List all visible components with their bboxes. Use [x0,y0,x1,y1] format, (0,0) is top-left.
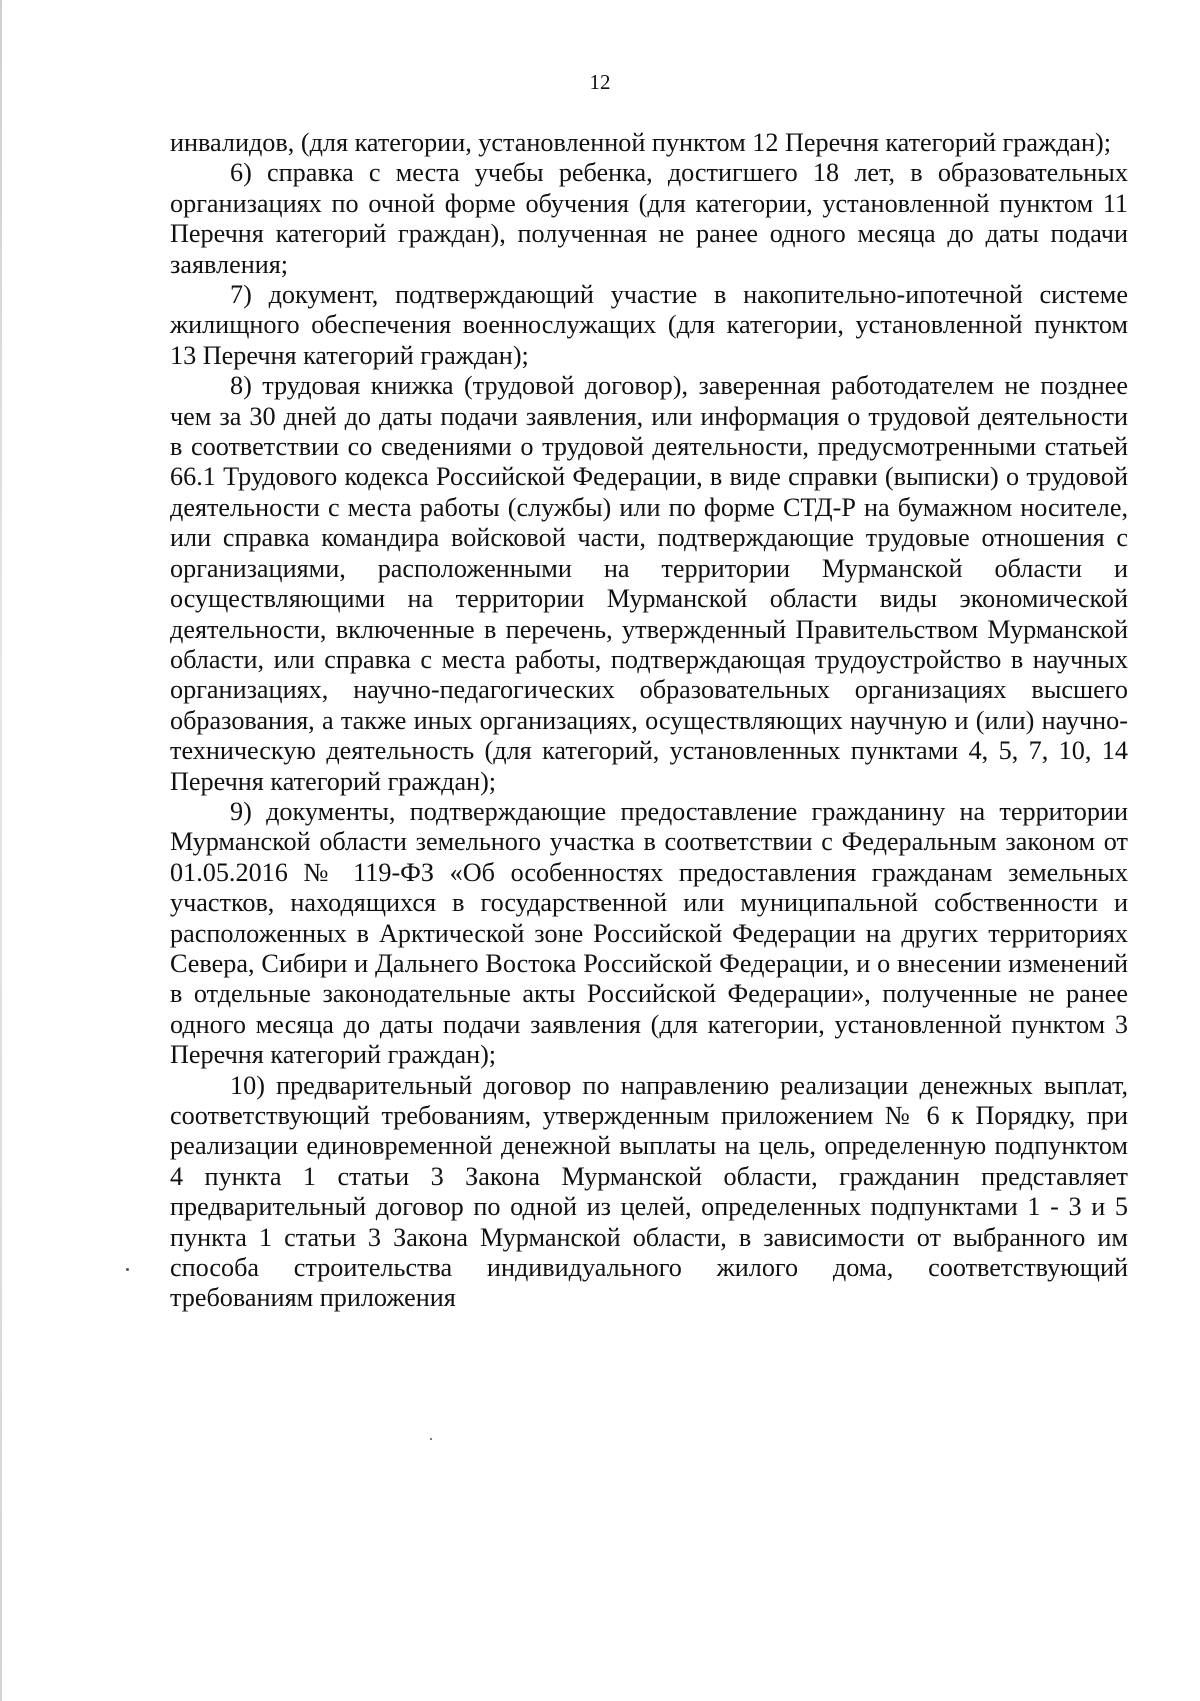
scan-edge [0,0,2,1701]
paragraph-item-7: 7) документ, подтверждающий участие в накопительно-ипотечной системе жилищного обеспечения военнослужащих (для категории, установленной пунктом 13 Перечня категорий граждан); [170,280,1128,370]
document-body [170,128,1128,1314]
paragraph-continuation: инвалидов, (для категории, установленной пунктом 12 Перечня категорий граждан); [170,128,1112,157]
paragraph-item-9: 9) документы, подтверждающие предоставление гражданину на территории Мурманской области земельного участка в соответствии с Федеральным законом от 01.05.2016 № 119-ФЗ «Об особенностях предоставления гражданам земельных участков, находящихся в государственной или муниципальной собственности и расположенных в Арктической зоне Российской Федерации на других территориях Севера, Сибири и Дальнего Востока Российской Федерации, и о внесении изменений в отдельные законодательные акты Российской Федерации», полученные не ранее одного месяца до даты подачи заявления (для категории, установленной пунктом 3 Перечня категорий граждан); [170,796,1128,1070]
page-number: 12 [589,70,611,94]
paragraph-item-6: 6) справка с места учебы ребенка, достигшего 18 лет, в образовательных организациях по очной форме обучения (для категории, установленной пунктом 11 Перечня категорий граждан), полученная не ранее одного месяца до даты подачи заявления; [170,158,1128,279]
scan-speck [126,1268,129,1271]
scan-speck [430,1438,432,1440]
paragraph-item-8: 8) трудовая книжка (трудовой договор), заверенная работодателем не позднее чем за 30 дней до даты подачи заявления, или информация о трудовой деятельности в соответствии со сведениями о трудовой деятельности, предусмотренными статьей 66.1 Трудового кодекса Российской Федерации, в виде справки (выписки) о трудовой деятельности с места работы (службы) или по форме СТД-Р на бумажном носителе, или справка командира войсковой части, подтверждающие трудовые отношения с организациями, расположенными на территории Мурманской области и осуществляющими на территории Мурманской области виды экономической деятельности, включенные в перечень, утвержденный Правительством Мурманской области, или справка с места работы, подтверждающая трудоустройство в научных организациях, научно-педагогических образовательных организациях высшего образования, а также иных организациях, осуществляющих научную и (или) научно-техническую деятельность (для категорий, установленных пунктами 4, 5, 7, 10, 14 Перечня категорий граждан); [170,371,1128,796]
paragraph-item-10: 10) предварительный договор по направлению реализации денежных выплат, соответствующий требованиям, утвержденным приложением № 6 к Порядку, при реализации единовременной денежной выплаты на цель, определенную подпунктом 4 пункта 1 статьи 3 Закона Мурманской области, гражданин представляет предварительный договор по одной из целей, определенных подпунктами 1 - 3 и 5 пункта 1 статьи 3 Закона Мурманской области, в зависимости от выбранного им способа строительства индивидуального жилого дома, соответствующий требованиям приложения [170,1070,1128,1313]
